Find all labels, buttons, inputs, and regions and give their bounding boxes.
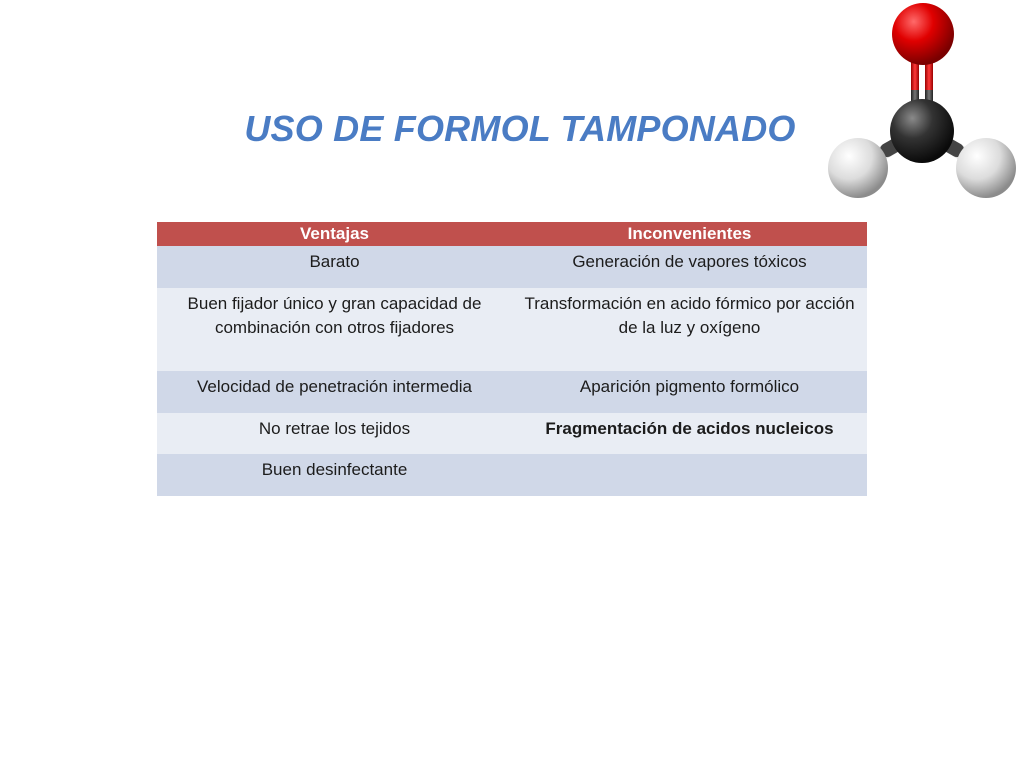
table-cell: Buen fijador único y gran capacidad de combinación con otros fijadores bbox=[157, 288, 512, 371]
table-row bbox=[157, 413, 867, 454]
header-inconvenientes: Inconvenientes bbox=[512, 222, 867, 246]
table-cell: Generación de vapores tóxicos bbox=[512, 246, 867, 288]
table-cell: Transformación en acido fórmico por acción de la luz y oxígeno bbox=[512, 288, 867, 371]
oxygen-atom bbox=[892, 3, 954, 65]
table-cell: No retrae los tejidos bbox=[157, 413, 512, 454]
hydrogen-atom-right bbox=[956, 138, 1016, 198]
hydrogen-atom-left bbox=[828, 138, 888, 198]
table-row bbox=[157, 371, 867, 413]
comparison-table bbox=[157, 222, 867, 496]
table-row bbox=[157, 454, 867, 496]
header-ventajas: Ventajas bbox=[157, 222, 512, 246]
formaldehyde-molecule-icon bbox=[822, 0, 1024, 205]
table-cell-empty bbox=[512, 454, 867, 496]
slide-title: USO DE FORMOL TAMPONADO bbox=[244, 108, 796, 149]
carbon-atom bbox=[890, 99, 954, 163]
table-row bbox=[157, 288, 867, 371]
table-cell: Aparición pigmento formólico bbox=[512, 371, 867, 413]
table-cell-bold: Fragmentación de acidos nucleicos bbox=[512, 413, 867, 454]
table-header-row bbox=[157, 222, 867, 246]
table-cell: Buen desinfectante bbox=[157, 454, 512, 496]
table-cell: Barato bbox=[157, 246, 512, 288]
table-row bbox=[157, 246, 867, 288]
table-cell: Velocidad de penetración intermedia bbox=[157, 371, 512, 413]
